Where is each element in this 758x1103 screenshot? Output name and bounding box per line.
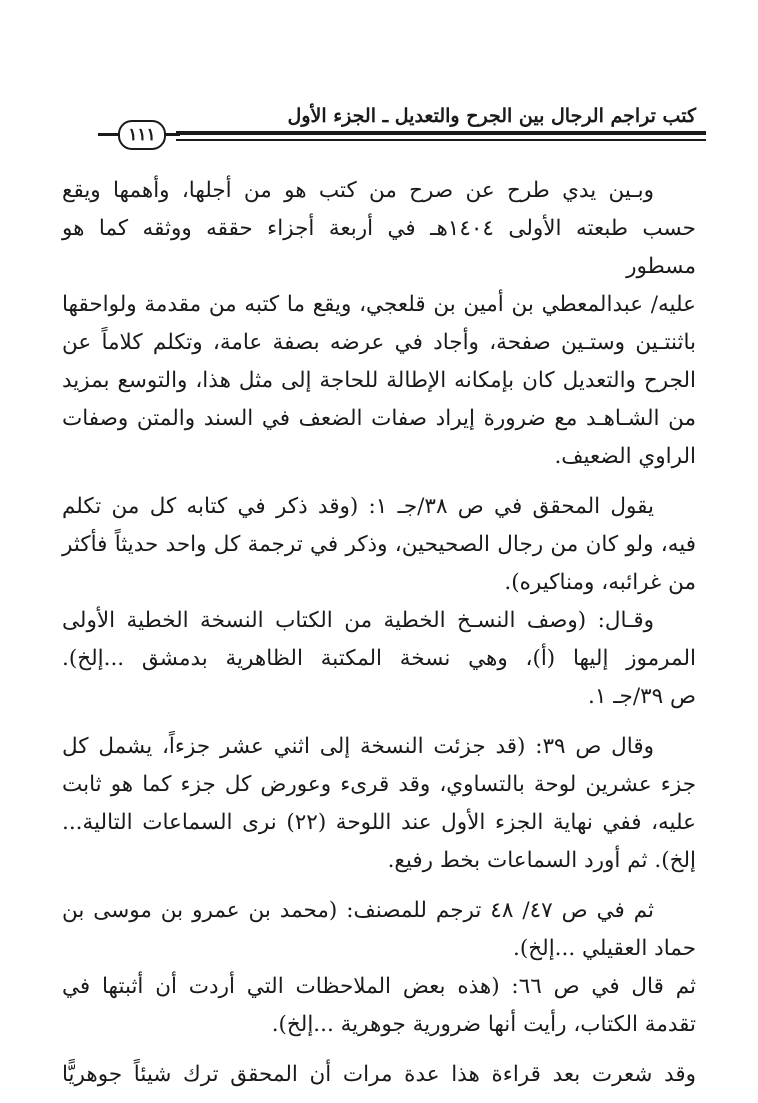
text-line: الجرح والتعديل كان بإمكانه الإطالة للحاجة إلى مثل هذا، والتوسع بمزيد [62,368,696,393]
text-line: وبـين يدي طرح عن صرح من كتب هو من أجلها، وأهمها ويقع [62,178,654,203]
text-line: حماد العقيلي ...إلخ). [513,936,696,961]
text-line: الراوي الضعيف. [554,444,696,469]
page-number: ١١١ [118,120,166,150]
page-number-badge [98,120,180,150]
body-text [62,172,696,1094]
text-line: باثنتـين وستـين صفحة، وأجاد في عرضه بصفة عامة، وتكلم كلاماً عن [62,330,696,355]
paragraph-3 [62,602,696,716]
text-line: إلخ). ثم أورد السماعات بخط رفيع. [387,848,696,873]
text-line: من غرائبه، ومناكيره). [504,570,696,595]
text-line: ص ٣٩/جـ ١. [587,684,696,709]
text-line: وقد شعرت بعد قراءة هذا عدة مرات أن المحقق ترك شيئاً جوهريًّا [62,1062,696,1087]
text-line: حسب طبعته الأولى ١٤٠٤هـ في أربعة أجزاء حققه ووثقه كما هو مسطور [62,216,696,279]
text-line: تقدمة الكتاب، رأيت أنها ضرورية جوهرية ...إلخ). [271,1012,696,1037]
paragraph-5 [62,892,696,968]
paragraph-1 [62,172,696,476]
text-line: وقـال: (وصف النسـخ الخطية من الكتاب النسخة الخطية الأولى [62,608,654,633]
text-line: وقال ص ٣٩: (قد جزئت النسخة إلى اثني عشر جزءاً، يشمل كل [62,734,654,759]
text-line: عليه، ففي نهاية الجزء الأول عند اللوحة (٢٢) نرى السماعات التالية... [62,810,696,835]
text-line: من الشـاهـد مع ضرورة إيراد صفات الضعف في السند والمتن وصفات [62,406,696,431]
header-rule-thin [176,139,706,141]
text-line: جزء عشرين لوحة بالتساوي، وقد قرىء وعورض كل جزء كما هو ثابت [62,772,696,797]
paragraph-4 [62,728,696,880]
paragraph-7 [62,1056,696,1094]
header-rule-thick [176,131,706,135]
paragraph-2 [62,488,696,602]
running-header: كتب تراجم الرجال بين الجرح والتعديل ـ الجزء الأول [287,105,696,127]
paragraph-6 [62,968,696,1044]
text-line: ثم قال في ص ٦٦: (هذه بعض الملاحظات التي أردت أن أثبتها في [62,974,696,999]
text-line: عليه/ عبدالمعطي بن أمين بن قلعجي، ويقع ما كتبه من مقدمة ولواحقها [62,292,696,317]
text-line: المرموز إليها (أ)، وهي نسخة المكتبة الظاهرية بدمشق ...إلخ). [62,646,696,671]
text-line: فيه، ولو كان من رجال الصحيحين، وذكر في ترجمة كل واحد حديثاً فأكثر [62,532,696,557]
text-line: ثم في ص ٤٧/ ٤٨ ترجم للمصنف: (محمد بن عمرو بن موسى بن [62,898,654,923]
text-line: يقول المحقق في ص ٣٨/جـ ١: (وقد ذكر في كتابه كل من تكلم [62,494,654,519]
